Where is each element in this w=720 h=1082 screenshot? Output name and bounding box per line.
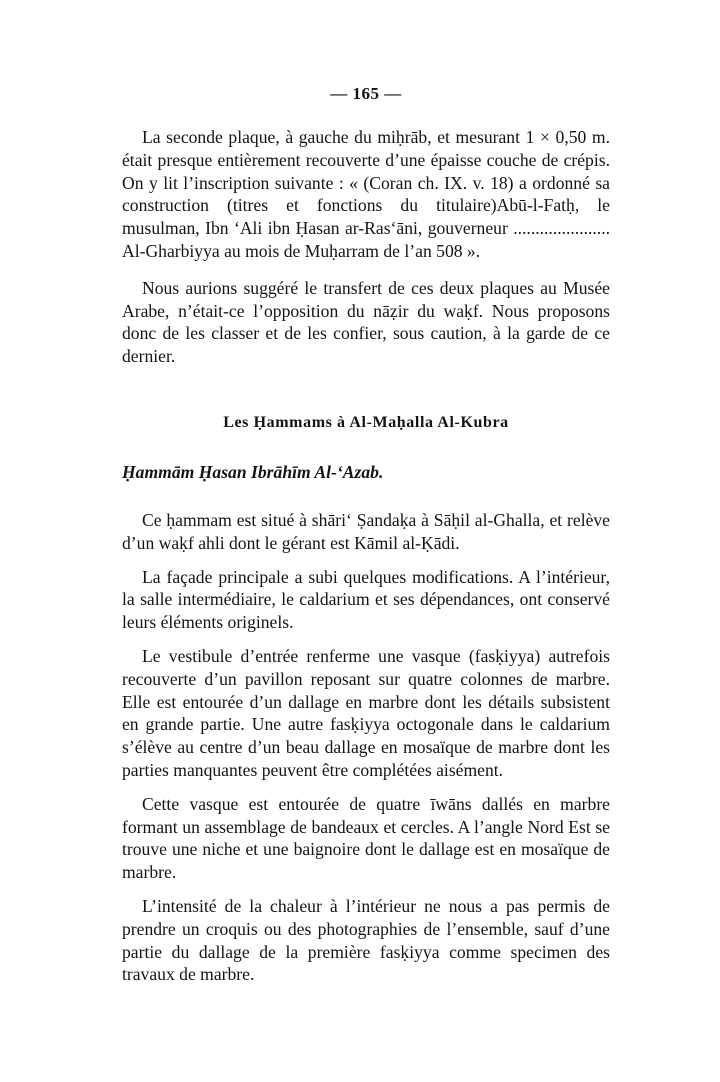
paragraph-location: Ce ḥammam est situé à shāri‘ Ṣandaḳa à Sāḥil al-Ghalla, et relève d’un waḳf ahli dont le gérant est Kāmil al-Ḳādi. bbox=[122, 509, 610, 553]
document-page bbox=[122, 84, 610, 997]
page-number: — 165 — bbox=[330, 84, 402, 103]
paragraph-facade: La façade principale a subi quelques modifications. A l’intérieur, la salle intermédiaire, le caldarium et ses dépendances, ont conservé leurs éléments originels. bbox=[122, 566, 610, 633]
paragraph-heat: L’intensité de la chaleur à l’intérieur ne nous a pas permis de prendre un croquis ou des photographies de l’ensemble, sauf d’une partie du dallage de la première fasḳiyya comme specimen des travaux de marbre. bbox=[122, 895, 610, 985]
paragraph-second-plaque: La seconde plaque, à gauche du miḥrāb, et mesurant 1 × 0,50 m. était presque entièrement recouverte d’une épaisse couche de crépis. On y lit l’inscription suivante : « (Coran ch. IX. v. 18) a ordonné sa construction (titres et fonctions du titulaire)Abū-l-Fatḥ, le musulman, Ibn ‘Ali ibn Ḥasan ar-Ras‘āni, gouverneur ...................... Al-Gharbiyya au mois de Muḥarram de l’an 508 ». bbox=[122, 127, 610, 261]
paragraph-iwans: Cette vasque est entourée de quatre īwāns dallés en marbre formant un assemblage de bandeaux et cercles. A l’angle Nord Est se trouve une niche et une baignoire dont le dallage est en mosaïque de marbre. bbox=[122, 793, 610, 883]
section-title: Les Ḥammams à Al-Maḥalla Al-Kubra bbox=[223, 413, 509, 431]
subsection-title: Ḥammām Ḥasan Ibrāhīm Al-‘Azab. bbox=[122, 461, 384, 482]
paragraph-vestibule: Le vestibule d’entrée renferme une vasque (fasḳiyya) autrefois recouverte d’un pavillon reposant sur quatre colonnes de marbre. Elle est entourée d’un dallage en marbre dont les détails subsistent en grande partie. Une autre fasḳiyya octogonale dans le caldarium s’élève au centre d’un beau dallage en mosaïque de marbre dont les parties manquantes peuvent être complétées aisément. bbox=[122, 645, 610, 780]
paragraph-transfer-suggestion: Nous aurions suggéré le transfert de ces deux plaques au Musée Arabe, n’était-ce l’opposition du nāẓir du waḳf. Nous proposons donc de les classer et de les confier, sous caution, à la garde de ce dernier. bbox=[122, 277, 610, 367]
